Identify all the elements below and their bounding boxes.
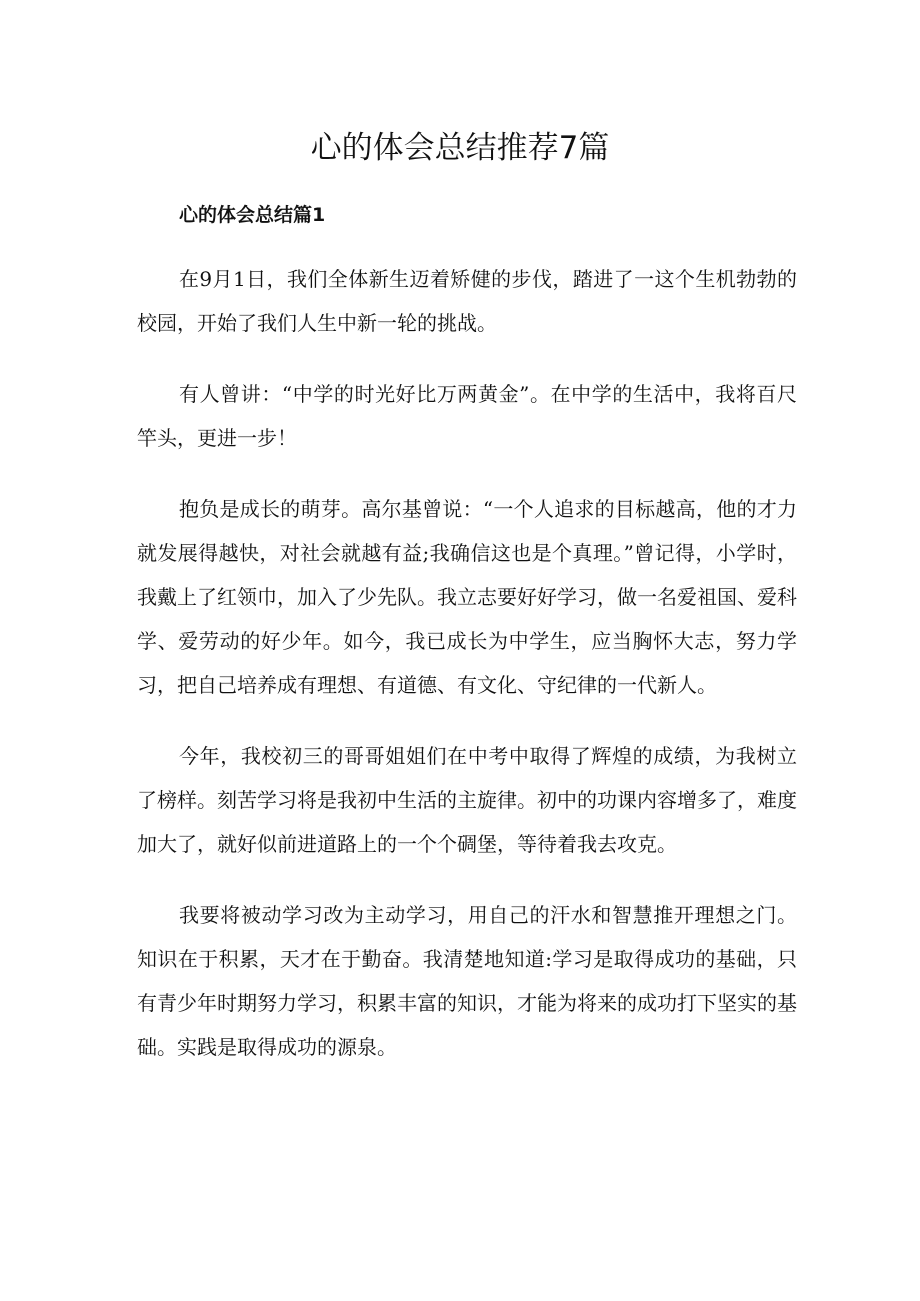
paragraph-2: 有人曾讲：“中学的时光好比万两黄金”。在中学的生活中，我将百尺竿头，更进一步！ bbox=[137, 382, 797, 450]
paragraph-1: 在9月1日，我们全体新生迈着矫健的步伐，踏进了一这个生机勃勃的校园，开始了我们人生中新一轮的挑战。 bbox=[137, 267, 797, 335]
document-body bbox=[137, 257, 797, 1096]
paragraph-4: 今年，我校初三的哥哥姐姐们在中考中取得了辉煌的成绩，为我树立了榜样。刻苦学习将是我初中生活的主旋律。初中的功课内容增多了，难度加大了，就好似前进道路上的一个个碉堡，等待着我去攻克。 bbox=[137, 744, 797, 856]
document-title: 心的体会总结推荐7篇 bbox=[310, 130, 610, 166]
paragraph-5: 我要将被动学习改为主动学习，用自己的汗水和智慧推开理想之门。知识在于积累，天才在于勤奋。我清楚地知道:学习是取得成功的基础，只有青少年时期努力学习，积累丰富的知识，才能为将来的成功打下坚实的基础。实践是取得成功的源泉。 bbox=[137, 903, 797, 1059]
paragraph-3: 抱负是成长的萌芽。高尔基曾说：“一个人追求的目标越高，他的才力就发展得越快，对社会就越有益;我确信这也是个真理。”曾记得，小学时，我戴上了红领巾，加入了少先队。我立志要好好学习，做一名爱祖国、爱科学、爱劳动的好少年。如今，我已成长为中学生，应当胸怀大志，努力学习，把自己培养成有理想、有道德、有文化、守纪律的一代新人。 bbox=[137, 497, 797, 697]
section-heading: 心的体会总结篇1 bbox=[179, 204, 326, 226]
